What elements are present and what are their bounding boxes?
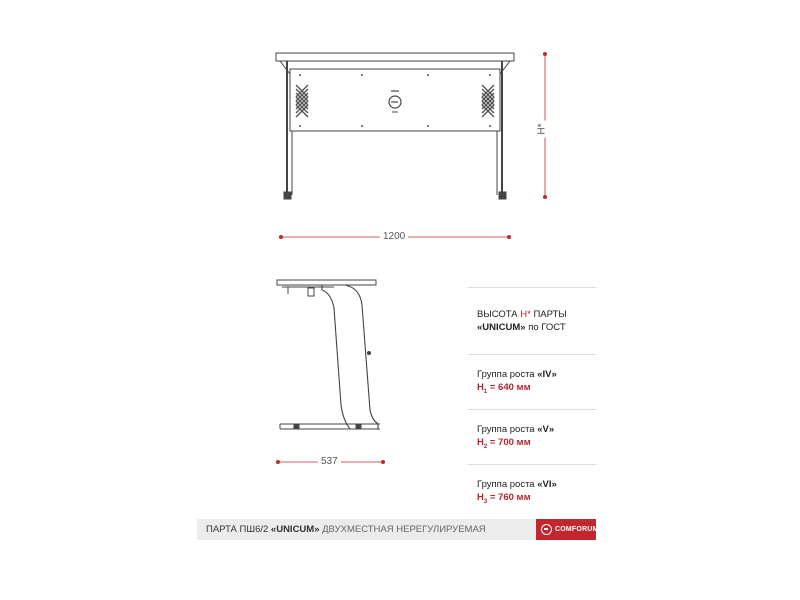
group-height: $H_3 = 760$ мм [477,492,531,505]
footer-description: ДВУХМЕСТНАЯ НЕРЕГУЛИРУЕМАЯ [319,524,486,535]
foot-pad-rear [294,425,299,429]
c-frame-leg [322,285,378,429]
front-view [276,53,514,199]
group-label: Группа роста [477,369,538,380]
desk-top-front [276,53,514,61]
title-suffix: ПАРТЫ [530,309,567,320]
depth-dimension-label: 537 [318,456,341,468]
front-panel [290,69,500,131]
growth-group-2 [468,410,596,465]
width-dimension-label: 1200 [380,231,408,243]
group-number: «IV» [537,369,557,380]
side-view [277,280,380,429]
brand-logo [536,519,599,540]
group-label: Группа роста [477,479,538,490]
brand-name: COMFORUM [555,526,599,533]
brand-logo-icon [541,524,552,535]
title-prefix: ВЫСОТА [477,309,521,320]
title-h-mark: H* [520,309,531,320]
growth-group-3 [468,465,596,519]
title-standard: по ГОСТ [525,322,566,333]
growth-group-1 [468,355,596,410]
height-dimension-label: H* [537,120,549,137]
height-panel-title [468,288,596,355]
hook-bracket [308,288,314,296]
group-number: «VI» [537,479,557,490]
title-product: «UNICUM» [477,322,526,333]
height-info-panel [468,287,596,519]
group-height: $H_2 = 700$ мм [477,437,531,450]
group-label: Группа роста [477,424,538,435]
right-foot [499,192,506,199]
left-foot [284,192,291,199]
left-bracket [280,61,290,74]
group-number: «V» [537,424,555,435]
footer-prefix: ПАРТА ПШ6/2 [206,524,271,535]
footer-bar [197,519,599,540]
footer-product: «UNICUM» [270,524,320,535]
foot-pad-front [356,425,361,429]
group-height: $H_1 = 640$ мм [477,382,531,395]
desk-top-side [277,280,376,285]
frame-bolt [368,352,371,355]
footer-title [206,524,486,535]
